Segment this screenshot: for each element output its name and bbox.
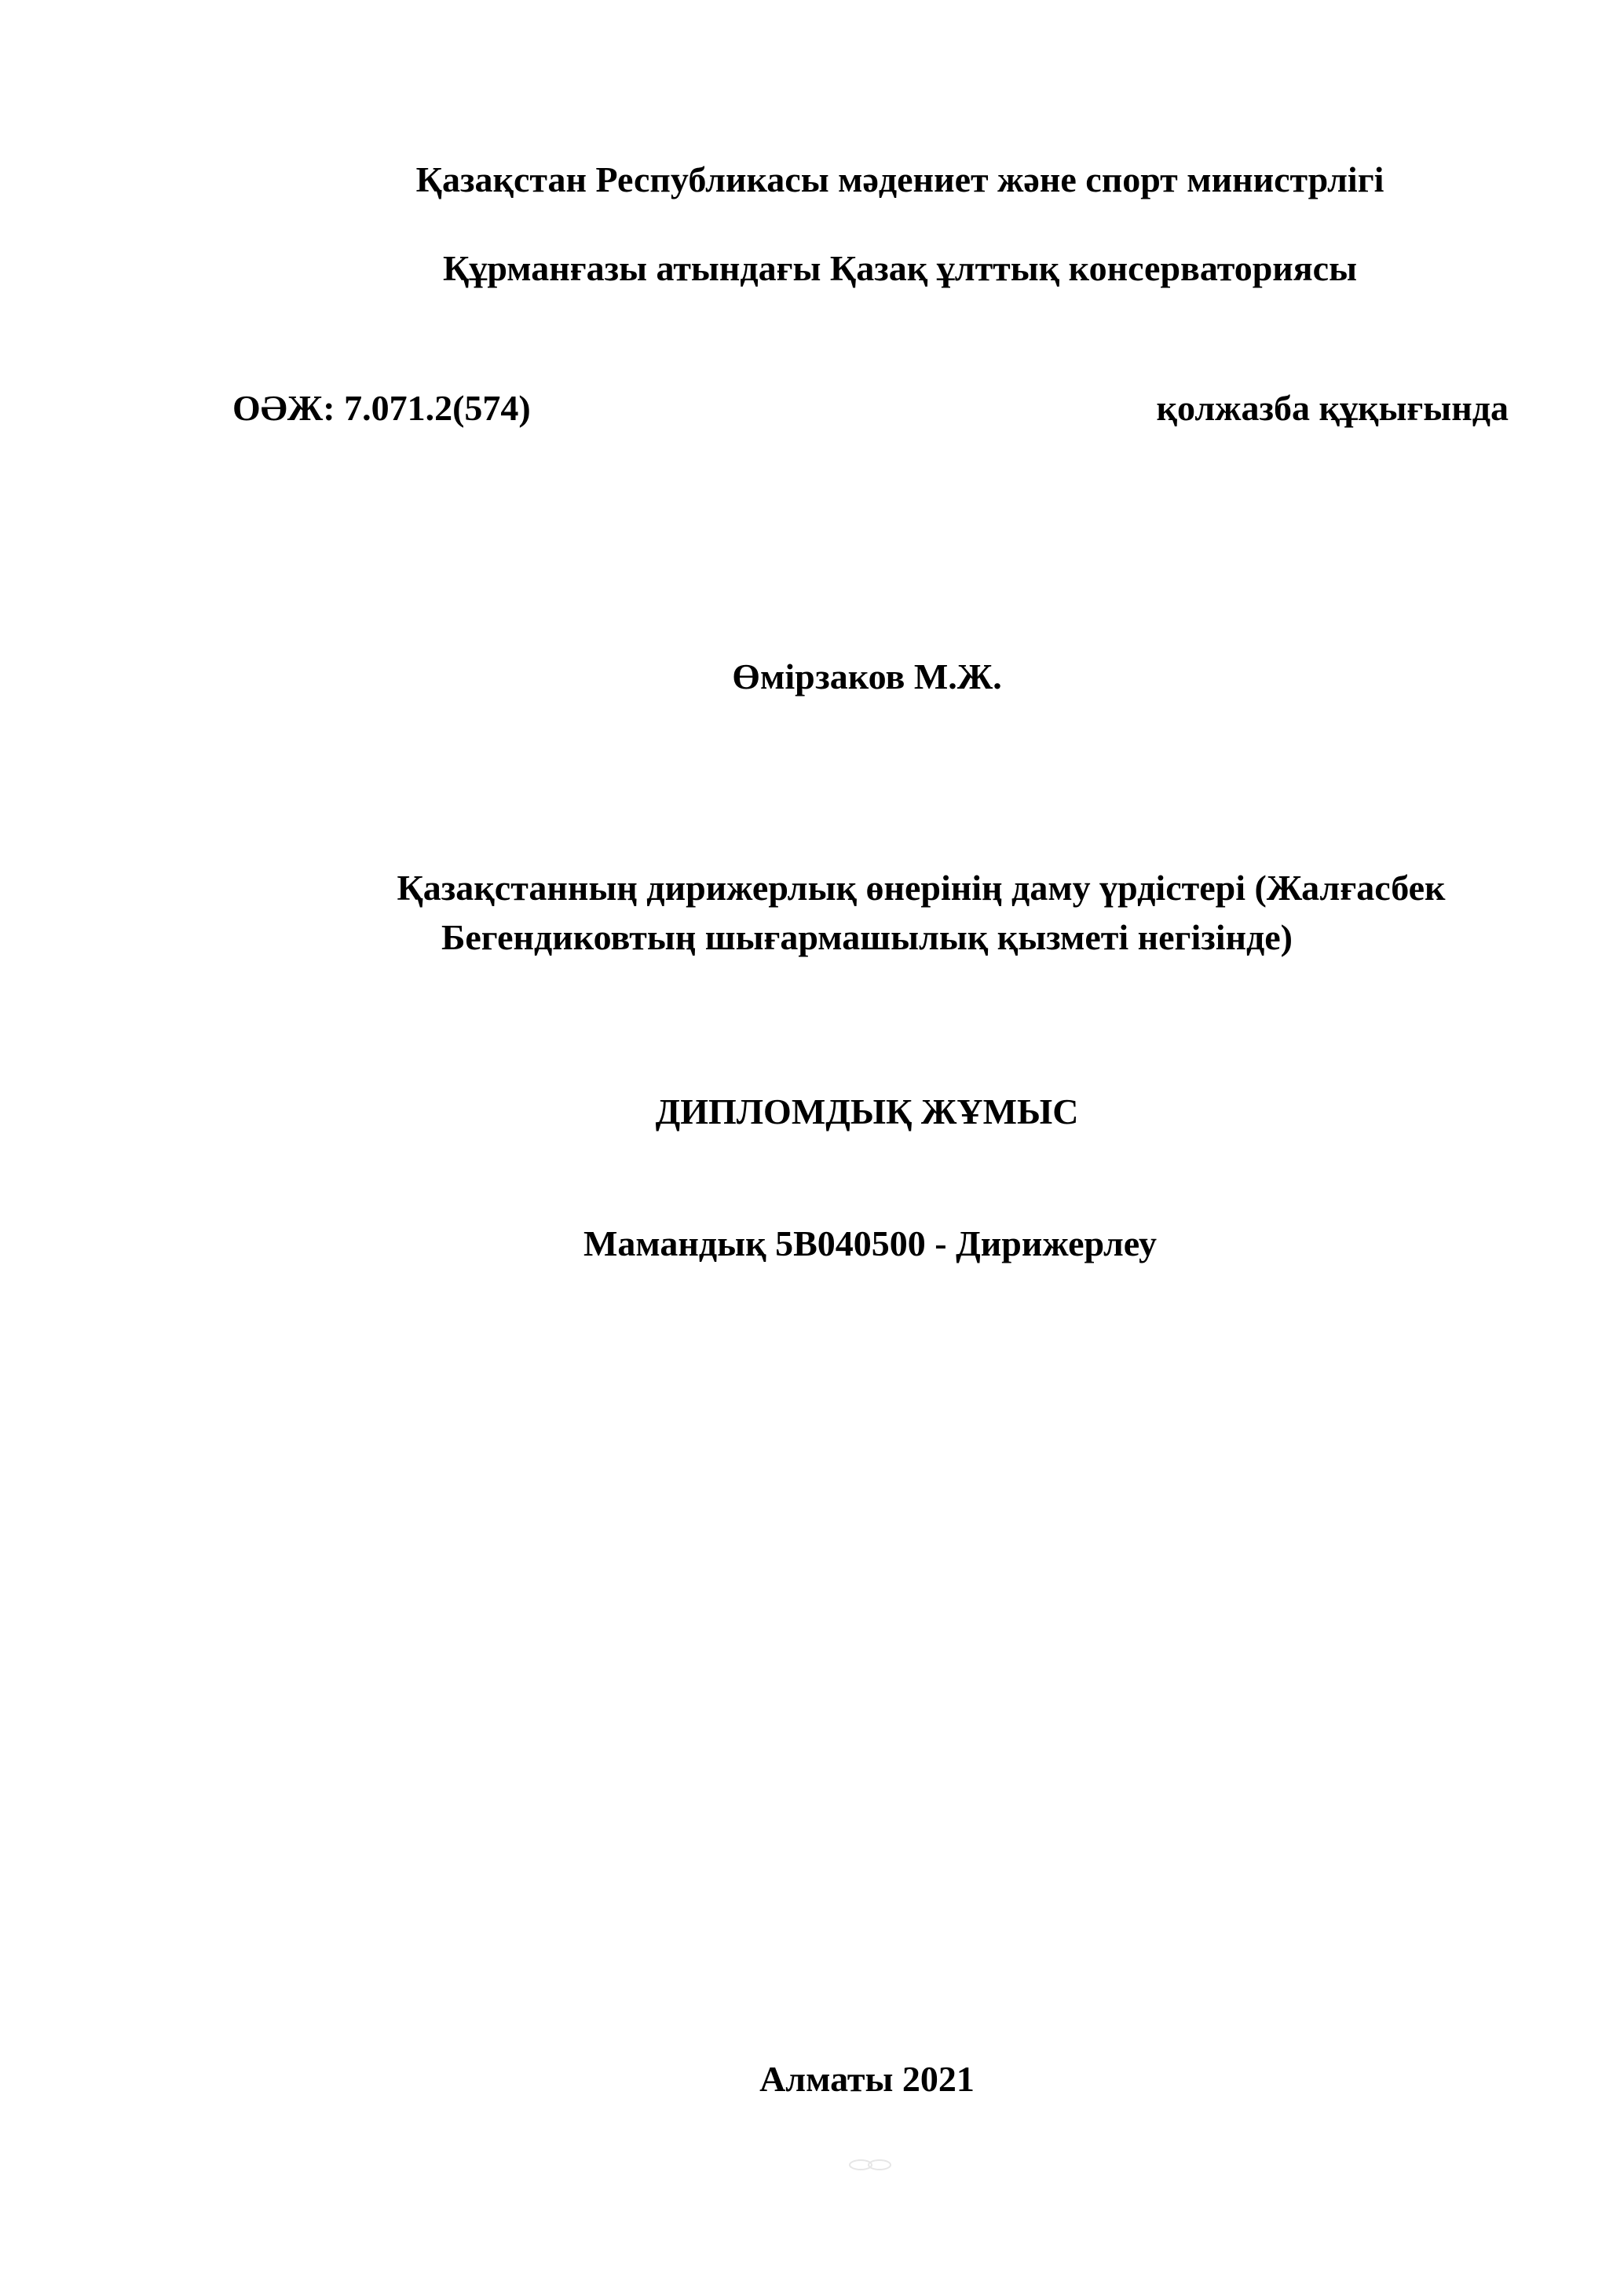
udc-code: ОӘЖ: 7.071.2(574)	[232, 388, 531, 428]
conservatory-heading: Құрманғазы атындағы Қазақ ұлттық консерваториясы	[442, 248, 1358, 288]
scan-artifact	[847, 2158, 894, 2172]
manuscript-rights-note: қолжазба құқығында	[1156, 388, 1509, 428]
ministry-heading: Қазақстан Республикасы мәдениет және спорт министрлігі	[415, 159, 1384, 199]
specialty: Мамандық 5В040500 - Дирижерлеу	[583, 1223, 1158, 1263]
thesis-title-line-1: Қазақстанның дирижерлық өнерінің даму үрдістері (Жалғасбек	[397, 868, 1446, 908]
thesis-title-line-2: Бегендиковтың шығармашылық қызметі негізінде)	[441, 917, 1293, 957]
city-year: Алматы 2021	[759, 2059, 975, 2099]
document-type: ДИПЛОМДЫҚ ЖҰМЫС	[655, 1091, 1079, 1132]
author-name: Өмірзаков М.Ж.	[732, 656, 1002, 696]
